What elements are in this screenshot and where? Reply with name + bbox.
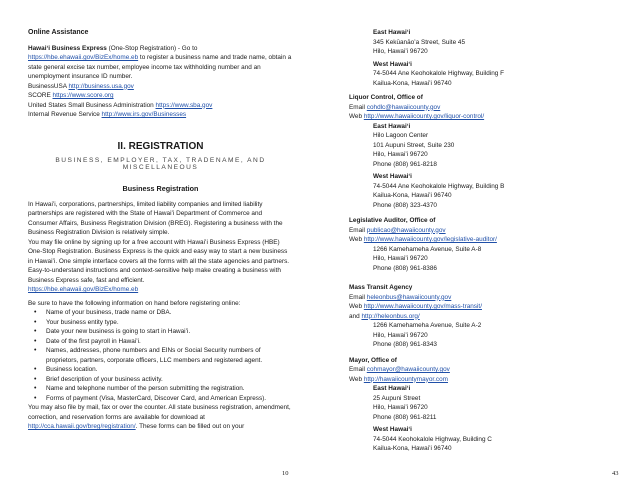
web-label: Web [349,375,364,383]
required-info-list [28,308,293,403]
west-hawaii-label: West Hawaiʻi [373,426,412,433]
east-hawaii-label: East Hawaiʻi [373,122,411,130]
registration-para-2-text: You may file online by signing up for a free account with Hawaiʻi Business Express (HBE) One-Stop Registration. Business Express is the quick and easy way to start a new business in Hawaiʻi. One simple interface covers all the forms with all the state agencies and partners. Easy-to-understand instructions and context-sensitive help make creating a business with Business Express safe, fast and efficient. [28,238,290,284]
mass-transit-heading: Mass Transit Agency [349,284,413,291]
hbe-text: (One-Stop Registration) - Go to [106,44,198,52]
transit-email-link[interactable]: heleonbus@hawaiicounty.gov [366,293,452,301]
phone-line: Phone (808) 961-8386 [373,264,437,272]
address-line: Kailua-Kona, Hawaiʻi 96740 [373,79,452,87]
sba-label: United States Small Business Administration [28,101,156,109]
hbe-link[interactable]: https://hbe.ehawaii.gov/BizEx/home.eb [28,54,139,61]
breg-link[interactable]: http://cca.hawaii.gov/breg/registration/ [28,423,136,430]
address-line: Kailua-Kona, Hawaiʻi 96740 [373,445,452,452]
hbe-link-2[interactable]: https://hbe.ehawaii.gov/BizEx/home.eb [28,286,139,293]
address-line: 74-5044 Ane Keohokalole Highway, Building B [373,182,505,190]
irs-link[interactable]: http://www.irs.gov/Businesses [101,111,187,118]
online-assistance-heading: Online Assistance [28,29,89,36]
mass-transit-section [349,283,619,350]
hbe-title: Hawaiʻi Business Express [28,44,107,52]
auditor-address [349,245,619,274]
section-subtitle: BUSINESS, EMPLOYER, TAX, TRADENAME, AND MISCELLANEOUS [55,157,266,171]
section-title: II. REGISTRATION [117,141,204,152]
irs-line [28,110,293,120]
west-hawaii-label: West Hawaiʻi [373,173,412,180]
email-label: Email [349,226,367,234]
hbe-tail: to register a business name and trade name, obtain a state general excise tax number, employee income tax withholding number and an unemployment insurance ID number. [28,54,292,80]
list-item: • Your business entity type. [28,318,293,328]
right-column [349,28,619,454]
list-item: • Brief description of your business activity. [28,375,293,385]
address-line: 345 Kekūanāoʻa Street, Suite 45 [373,38,466,46]
online-assistance-section [28,28,293,120]
registration-para-2 [28,238,293,295]
address-line: Hilo, Hawaiʻi 96720 [373,255,428,262]
mayor-section [349,356,619,454]
page-number-left: 10 [282,470,289,477]
email-line [349,103,619,113]
address-line: Hilo, Hawaiʻi 96720 [373,151,428,158]
address-line: 1266 Kamehameha Avenue, Suite A-8 [373,245,482,253]
closing-tail: . These forms can be filled out on your [135,423,245,430]
web-label: Web [349,113,364,120]
list-item: • Name of your business, trade name or DBA. [28,308,293,318]
liquor-control-section [349,93,619,210]
phone-line: Phone (808) 961-8343 [373,341,437,348]
email-label: Email [349,366,367,373]
page-number-right: 43 [612,470,619,477]
and-line [349,312,619,322]
web-line [349,375,619,385]
sba-link[interactable]: https://www.sba.gov [155,101,213,109]
address-line: 74-5044 Keohokalole Highway, Building C [373,435,492,443]
web-label: Web [349,236,364,243]
east-hawaii-label: East Hawaiʻi [373,385,411,392]
business-registration-section [28,184,293,432]
web-line [349,112,619,122]
closing-text: You may also file by mail, fax or over the counter. All state business registration, amendment, correction, and reservation forms are available for download at [28,404,291,421]
auditor-email-link[interactable]: publicao@hawaiicounty.gov [366,226,446,234]
west-hawaii-label: West Hawaiʻi [373,60,412,68]
address-line: Hilo Lagoon Center [373,132,429,139]
mayor-web-link[interactable]: http://hawaiicountymayor.com [363,375,448,383]
web-line [349,235,619,245]
and-label: and [349,312,362,320]
list-item: • Forms of payment (Visa, MasterCard, Discover Card, and American Express). [28,394,293,404]
score-label: SCORE [28,92,53,99]
list-item: • Date your new business is going to start in Hawaiʻi. [28,327,293,337]
hbe-paragraph [28,44,293,82]
web-label: Web [349,303,364,310]
irs-label: Internal Revenue Service [28,111,102,118]
top-offices [349,28,619,88]
address-line: Kailua-Kona, Hawaiʻi 96740 [373,192,452,199]
business-registration-heading: Business Registration [122,184,199,193]
legislative-auditor-heading: Legislative Auditor, Office of [349,217,436,224]
email-line [349,226,619,236]
transit-web-link[interactable]: http://www.hawaiicounty.gov/mass-transit/ [363,303,482,310]
list-intro: Be sure to have the following information on hand before registering online: [28,299,241,307]
address-line: 1266 Kamehameha Avenue, Suite A-2 [373,322,482,329]
list-item: • Name and telephone number of the person submitting the registration. [28,384,293,394]
heleon-link[interactable]: http://heleonbus.org/ [361,312,420,320]
phone-line: Phone (808) 961-8218 [373,160,437,168]
sba-line [28,101,293,111]
business-usa-link[interactable]: http://business.usa.gov [68,82,134,90]
address-line: Hilo, Hawaiʻi 96720 [373,331,428,339]
mayor-offices [349,384,619,454]
liquor-web-link[interactable]: http://www.hawaiicounty.gov/liquor-control/ [363,113,485,120]
legislative-auditor-section [349,216,619,273]
list-item: • Date of the first payroll in Hawaiʻi. [28,337,293,347]
closing-paragraph [28,403,293,432]
transit-address [349,321,619,350]
phone-line: Phone (808) 961-8211 [373,413,437,421]
address-line: 74-5044 Ane Keohokalole Highway, Building F [373,70,504,77]
mayor-email-link[interactable]: cohmayor@hawaiicounty.gov [366,366,450,373]
liquor-offices [349,122,619,211]
score-link[interactable]: https://www.score.org [52,92,114,99]
business-usa-line [28,82,293,92]
business-usa-label: BusinessUSA [28,82,69,90]
east-hawaii-label: East Hawaiʻi [373,29,411,36]
liquor-email-link[interactable]: cohdlc@hawaiicounty.gov [366,103,441,111]
address-line: 25 Aupuni Street [373,394,421,402]
web-line [349,302,619,312]
phone-line: Phone (808) 323-4370 [373,201,437,209]
list-item: • Business location. [28,365,293,375]
right-page [319,0,638,493]
email-label: Email [349,103,367,111]
registration-para-1: In Hawaiʻi, corporations, partnerships, limited liability companies and limited liability partnerships are registered with the State of Hawaiʻi Department of Commerce and Consumer Affairs, Business Registration Division (BREG). Registering a business with the Business Registration Division is relatively simple. [28,200,283,236]
mayor-heading: Mayor, Office of [349,356,397,364]
address-line: Hilo, Hawaiʻi 96720 [373,404,428,411]
email-line [349,293,619,303]
address-line: Hilo, Hawaiʻi 96720 [373,48,428,55]
liquor-control-heading: Liquor Control, Office of [349,94,423,101]
score-line [28,91,293,101]
email-line [349,365,619,375]
auditor-web-link[interactable]: http://www.hawaiicounty.gov/legislative-auditor/ [363,236,497,243]
list-item: • Names, addresses, phone numbers and EINs or Social Security numbers of proprietors, partners, corporate officers, LLC members and registered agent. [28,346,293,365]
email-label: Email [349,293,367,301]
address-line: 101 Aupuni Street, Suite 230 [373,141,455,149]
